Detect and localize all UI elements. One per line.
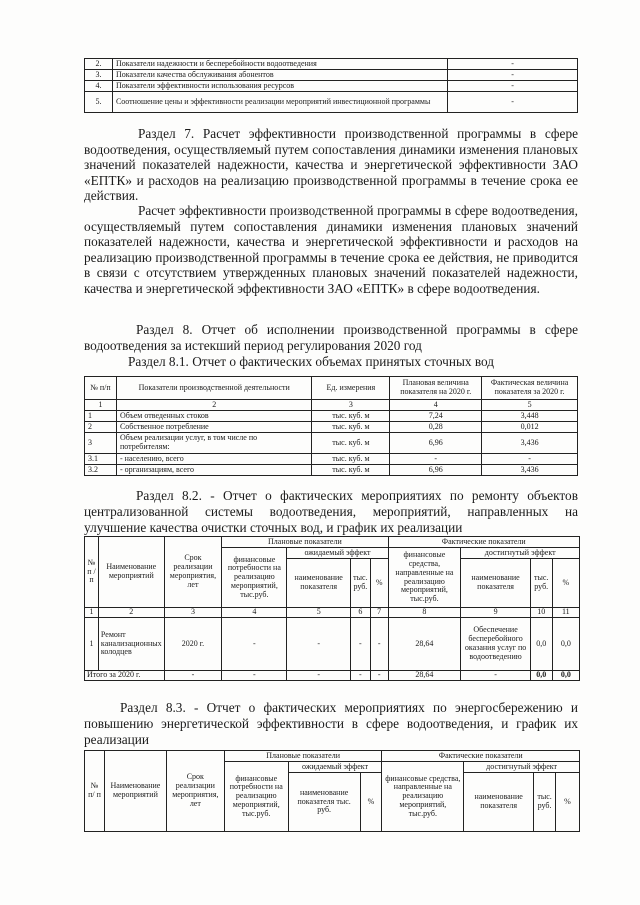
section-8-3-heading-line-1: Раздел 8.3. - Отчет о фактических мероприятиях по энергосбережению и xyxy=(120,700,578,715)
planned-value: 7,24 xyxy=(390,411,482,422)
total-cell: - xyxy=(350,671,370,681)
indicator-name: Показатели качества обслуживания абонентов xyxy=(112,70,447,81)
index-cell: 2 xyxy=(116,400,312,411)
table-row xyxy=(85,618,580,671)
section-8-1-heading: Раздел 8.1. Отчет о фактических объемах принятых сточных вод xyxy=(128,354,495,369)
header-indicator-name: наименование показателя xyxy=(464,773,534,832)
header-thousand-rub: тыс. руб. xyxy=(530,559,552,608)
header-percent: % xyxy=(370,559,388,608)
index-cell: 7 xyxy=(370,608,388,618)
indicator-value: - xyxy=(448,70,578,81)
header-measure-name: Наименование мероприятий xyxy=(98,537,164,608)
header-planned: Плановые показатели xyxy=(224,751,382,762)
header-planned: Плановые показатели xyxy=(222,537,388,548)
actual-indicator: Обеспечение бесперебойного оказания услуг по водоотведению xyxy=(461,618,530,671)
row-number: 2. xyxy=(85,59,113,70)
header-expected-effect: ожидаемый эффект xyxy=(288,762,382,773)
energy-saving-measures-table xyxy=(84,750,580,832)
index-cell: 3 xyxy=(312,400,390,411)
header-number: № п / п xyxy=(85,537,99,608)
total-cell: 0,0 xyxy=(552,671,579,681)
row-number: 3 xyxy=(85,433,117,454)
total-label: Итого за 2020 г. xyxy=(85,671,165,681)
row-number: 1 xyxy=(85,411,117,422)
table-row xyxy=(85,70,578,81)
indicator-name: Собственное потребление xyxy=(116,422,312,433)
table-row xyxy=(85,59,578,70)
indicator-name: Соотношение цены и эффективности реализации мероприятий инвестиционной программы xyxy=(112,92,447,113)
header-indicator-name: наименование показателя xyxy=(287,559,350,608)
section-8-2-heading-line-1: Раздел 8.2. - Отчет о фактических мероприятиях по ремонту объектов xyxy=(136,488,578,503)
index-cell: 8 xyxy=(388,608,461,618)
header-unit: Ед. измерения xyxy=(312,377,390,400)
header-actual: Фактическая величина показателя за 2020 г. xyxy=(482,377,578,400)
table-total-row xyxy=(85,671,580,681)
indicator-name: Объем реализации услуг, в том числе по потребителям: xyxy=(116,433,312,454)
header-term: Срок реализации мероприятия, лет xyxy=(166,751,224,832)
measure-term: 2020 г. xyxy=(164,618,222,671)
header-actual: Фактические показатели xyxy=(388,537,580,548)
table-row xyxy=(85,433,578,454)
table-header-row xyxy=(85,751,580,762)
indicator-value: - xyxy=(448,59,578,70)
total-cell: 0,0 xyxy=(530,671,552,681)
section-7-paragraph-2: Расчет эффективности производственной программы в сфере водоотведения, осуществляемый путем сопоставления динамики изменения плановых значений показателей надежности, качества и энергетической эффективности и расходов на реализацию производственной программы в течение срока ее действия, не приводится в связи с отсутствием утвержденных плановых значений показателей надежности, качества и энергетической эффективности ЗАО «ЕПТК» в сфере водоотведения. xyxy=(84,203,578,296)
header-achieved-effect: достигнутый эффект xyxy=(464,762,580,773)
planned-indicator: - xyxy=(287,618,350,671)
index-cell: 4 xyxy=(222,608,287,618)
table-row xyxy=(85,454,578,465)
indicator-value: - xyxy=(448,81,578,92)
actual-finance: 28,64 xyxy=(388,618,461,671)
indicator-value: - xyxy=(448,92,578,113)
indicator-name: Показатели эффективности использования ресурсов xyxy=(112,81,447,92)
index-cell: 6 xyxy=(350,608,370,618)
unit: тыс. куб. м xyxy=(312,454,390,465)
row-number: 1 xyxy=(85,618,99,671)
section-7-paragraph-1: Раздел 7. Расчет эффективности производственной программы в сфере водоотведения, осуществляемый путем сопоставления динамики изменения плановых значений показателей надежности, качества и энергетической эффективности ЗАО «ЕПТК» и расходов на реализацию производственной программы в течение срока ее действия. xyxy=(84,126,578,204)
index-cell: 3 xyxy=(164,608,222,618)
unit: тыс. куб. м xyxy=(312,433,390,454)
header-financial-needs: финансовые потребности на реализацию мероприятий, тыс.руб. xyxy=(224,762,288,832)
measure-name: Ремонт канализационных колодцев xyxy=(98,618,164,671)
indicator-name: Объем отведенных стоков xyxy=(116,411,312,422)
planned-thousand-rub: - xyxy=(350,618,370,671)
header-thousand-rub: тыс. руб. xyxy=(350,559,370,608)
section-8-heading-line-2: водоотведения за истекший период регулирования 2020 год xyxy=(84,338,422,353)
section-8-2-heading-line-3: улучшение качества очистки сточных вод, и график их реализации xyxy=(84,520,463,535)
index-cell: 9 xyxy=(461,608,530,618)
actual-thousand-rub: 0,0 xyxy=(530,618,552,671)
header-indicator-name: наименование показателя xyxy=(461,559,530,608)
planned-finance: - xyxy=(222,618,287,671)
table-index-row xyxy=(85,608,580,618)
wastewater-volumes-table xyxy=(84,376,578,476)
index-cell: 2 xyxy=(98,608,164,618)
unit: тыс. куб. м xyxy=(312,411,390,422)
section-8-heading-line-1: Раздел 8. Отчет об исполнении производственной программы в сфере xyxy=(136,322,578,337)
actual-value: 3,448 xyxy=(482,411,578,422)
planned-value: 6,96 xyxy=(390,465,482,476)
header-expected-effect: ожидаемый эффект xyxy=(287,548,388,559)
header-percent: % xyxy=(552,559,579,608)
table-row xyxy=(85,465,578,476)
header-measure-name: Наименование мероприятий xyxy=(104,751,166,832)
index-cell: 1 xyxy=(85,608,99,618)
actual-percent: 0,0 xyxy=(552,618,579,671)
header-financial-funds: финансовые средства, направленные на реализацию мероприятий, тыс.руб. xyxy=(382,762,464,832)
index-cell: 4 xyxy=(390,400,482,411)
planned-value: - xyxy=(390,454,482,465)
total-cell: - xyxy=(164,671,222,681)
total-cell: 28,64 xyxy=(388,671,461,681)
header-indicator-name: наименование показателя тыс. руб. xyxy=(288,773,360,832)
table-row xyxy=(85,411,578,422)
header-indicator: Показатели производственной деятельности xyxy=(116,377,312,400)
total-cell: - xyxy=(370,671,388,681)
planned-value: 0,28 xyxy=(390,422,482,433)
table-row xyxy=(85,81,578,92)
actual-value: 3,436 xyxy=(482,433,578,454)
unit: тыс. куб. м xyxy=(312,422,390,433)
indicators-table xyxy=(84,58,578,113)
index-cell: 11 xyxy=(552,608,579,618)
planned-value: 6,96 xyxy=(390,433,482,454)
row-number: 2 xyxy=(85,422,117,433)
header-actual: Фактические показатели xyxy=(382,751,580,762)
index-cell: 5 xyxy=(482,400,578,411)
total-cell: - xyxy=(287,671,350,681)
indicator-name: - организациям, всего xyxy=(116,465,312,476)
planned-percent: - xyxy=(370,618,388,671)
header-term: Срок реализации мероприятия, лет xyxy=(164,537,222,608)
table-header-row xyxy=(85,537,580,548)
total-cell: - xyxy=(461,671,530,681)
header-thousand-rub: тыс. руб. xyxy=(534,773,556,832)
header-achieved-effect: достигнутый эффект xyxy=(461,548,580,559)
header-financial-needs: финансовые потребности на реализацию мероприятий, тыс.руб. xyxy=(222,548,287,608)
unit: тыс. куб. м xyxy=(312,465,390,476)
actual-value: 0,012 xyxy=(482,422,578,433)
header-percent: % xyxy=(556,773,580,832)
header-number: № п/п xyxy=(85,377,117,400)
header-financial-funds: финансовые средства, направленные на реализацию мероприятий, тыс.руб. xyxy=(388,548,461,608)
header-percent: % xyxy=(360,773,382,832)
index-cell: 10 xyxy=(530,608,552,618)
table-row xyxy=(85,92,578,113)
header-number: № п/ п xyxy=(85,751,105,832)
table-index-row xyxy=(85,400,578,411)
table-header-row xyxy=(85,377,578,400)
row-number: 3. xyxy=(85,70,113,81)
row-number: 3.1 xyxy=(85,454,117,465)
row-number: 5. xyxy=(85,92,113,113)
total-cell: - xyxy=(222,671,287,681)
section-8-3-heading-line-2: повышению энергетической эффективности в сфере водоотведения, и график их xyxy=(84,716,578,731)
row-number: 4. xyxy=(85,81,113,92)
repair-measures-table xyxy=(84,536,580,681)
actual-value: 3,436 xyxy=(482,465,578,476)
indicator-name: Показатели надежности и бесперебойности водоотведения xyxy=(112,59,447,70)
index-cell: 1 xyxy=(85,400,117,411)
section-8-2-heading-line-2: централизованной системы водоотведения, мероприятий, направленных на xyxy=(84,504,578,519)
index-cell: 5 xyxy=(287,608,350,618)
row-number: 3.2 xyxy=(85,465,117,476)
indicator-name: - населению, всего xyxy=(116,454,312,465)
table-row xyxy=(85,422,578,433)
header-planned: Плановая величина показателя на 2020 г. xyxy=(390,377,482,400)
actual-value: - xyxy=(482,454,578,465)
section-8-3-heading-line-3: реализации xyxy=(84,732,149,747)
